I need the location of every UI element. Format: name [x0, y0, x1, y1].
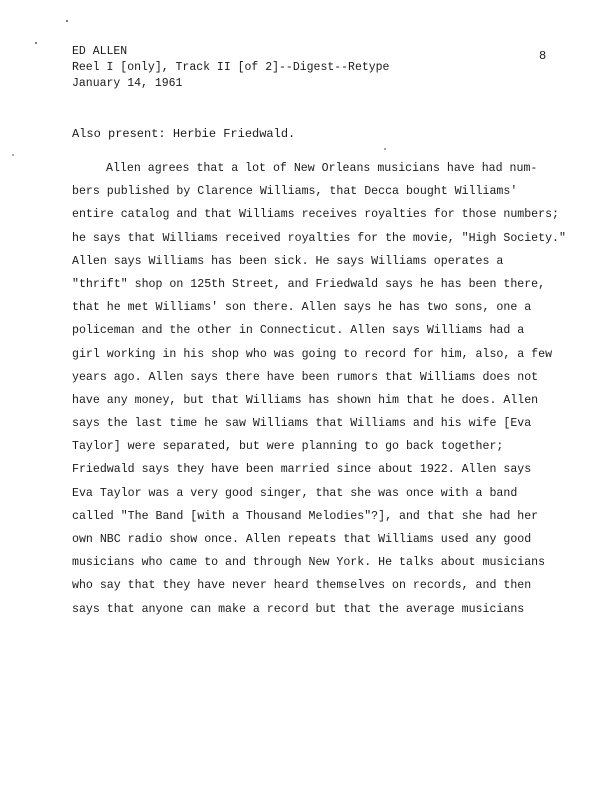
body-line: who say that they have never heard themselves on records, and then	[72, 579, 532, 593]
body-line: years ago. Allen says there have been rumors that Williams does not	[72, 370, 539, 384]
body-line: that he met Williams' son there. Allen says he has two sons, one a	[72, 301, 532, 315]
also-present-line: Also present: Herbie Friedwald.	[72, 127, 296, 141]
body-line: girl working in his shop who was going to record for him, also, a few	[72, 347, 553, 361]
header-date: January 14, 1961	[72, 77, 183, 90]
body-line: Allen says Williams has been sick. He says Williams operates a	[72, 254, 504, 268]
body-line: "thrift" shop on 125th Street, and Friedwald says he has been there,	[72, 277, 546, 291]
body-line: bers published by Clarence Williams, that Decca bought Williams'	[72, 185, 518, 199]
scan-speck	[35, 42, 37, 44]
header-title: ED ALLEN	[72, 45, 128, 58]
body-line: entire catalog and that Williams receives royalties for those numbers;	[72, 208, 560, 222]
body-line: own NBC radio show once. Allen repeats that Williams used any good	[72, 533, 532, 546]
scan-speck	[384, 148, 386, 150]
body-line: have any money, but that Williams has shown him that he does. Allen	[72, 393, 539, 407]
body-line: he says that Williams received royalties for the movie, "High Society."	[72, 231, 566, 245]
document-header	[72, 44, 389, 92]
scan-speck	[12, 154, 14, 156]
body-line: says that anyone can make a record but that the average musicians	[72, 602, 525, 616]
page-number: 8	[539, 49, 547, 63]
body-line: says the last time he saw Williams that Williams and his wife [Eva	[72, 417, 532, 431]
header-reel-track: Reel I [only], Track II [of 2]--Digest--Retype	[72, 61, 390, 74]
body-line: musicians who came to and through New York. He talks about musicians	[72, 556, 546, 570]
body-line: Allen agrees that a lot of New Orleans musicians have had num-	[106, 162, 538, 175]
body-text	[72, 157, 572, 621]
body-line: Eva Taylor was a very good singer, that she was once with a band	[72, 486, 518, 500]
body-line: called "The Band [with a Thousand Melodies"?], and that she had her	[72, 509, 539, 523]
body-line: Taylor] were separated, but were planning to go back together;	[72, 440, 504, 454]
body-line: Friedwald says they have been married since about 1922. Allen says	[72, 463, 532, 477]
scan-speck	[66, 20, 68, 22]
body-line: policeman and the other in Connecticut. Allen says Williams had a	[72, 324, 525, 338]
